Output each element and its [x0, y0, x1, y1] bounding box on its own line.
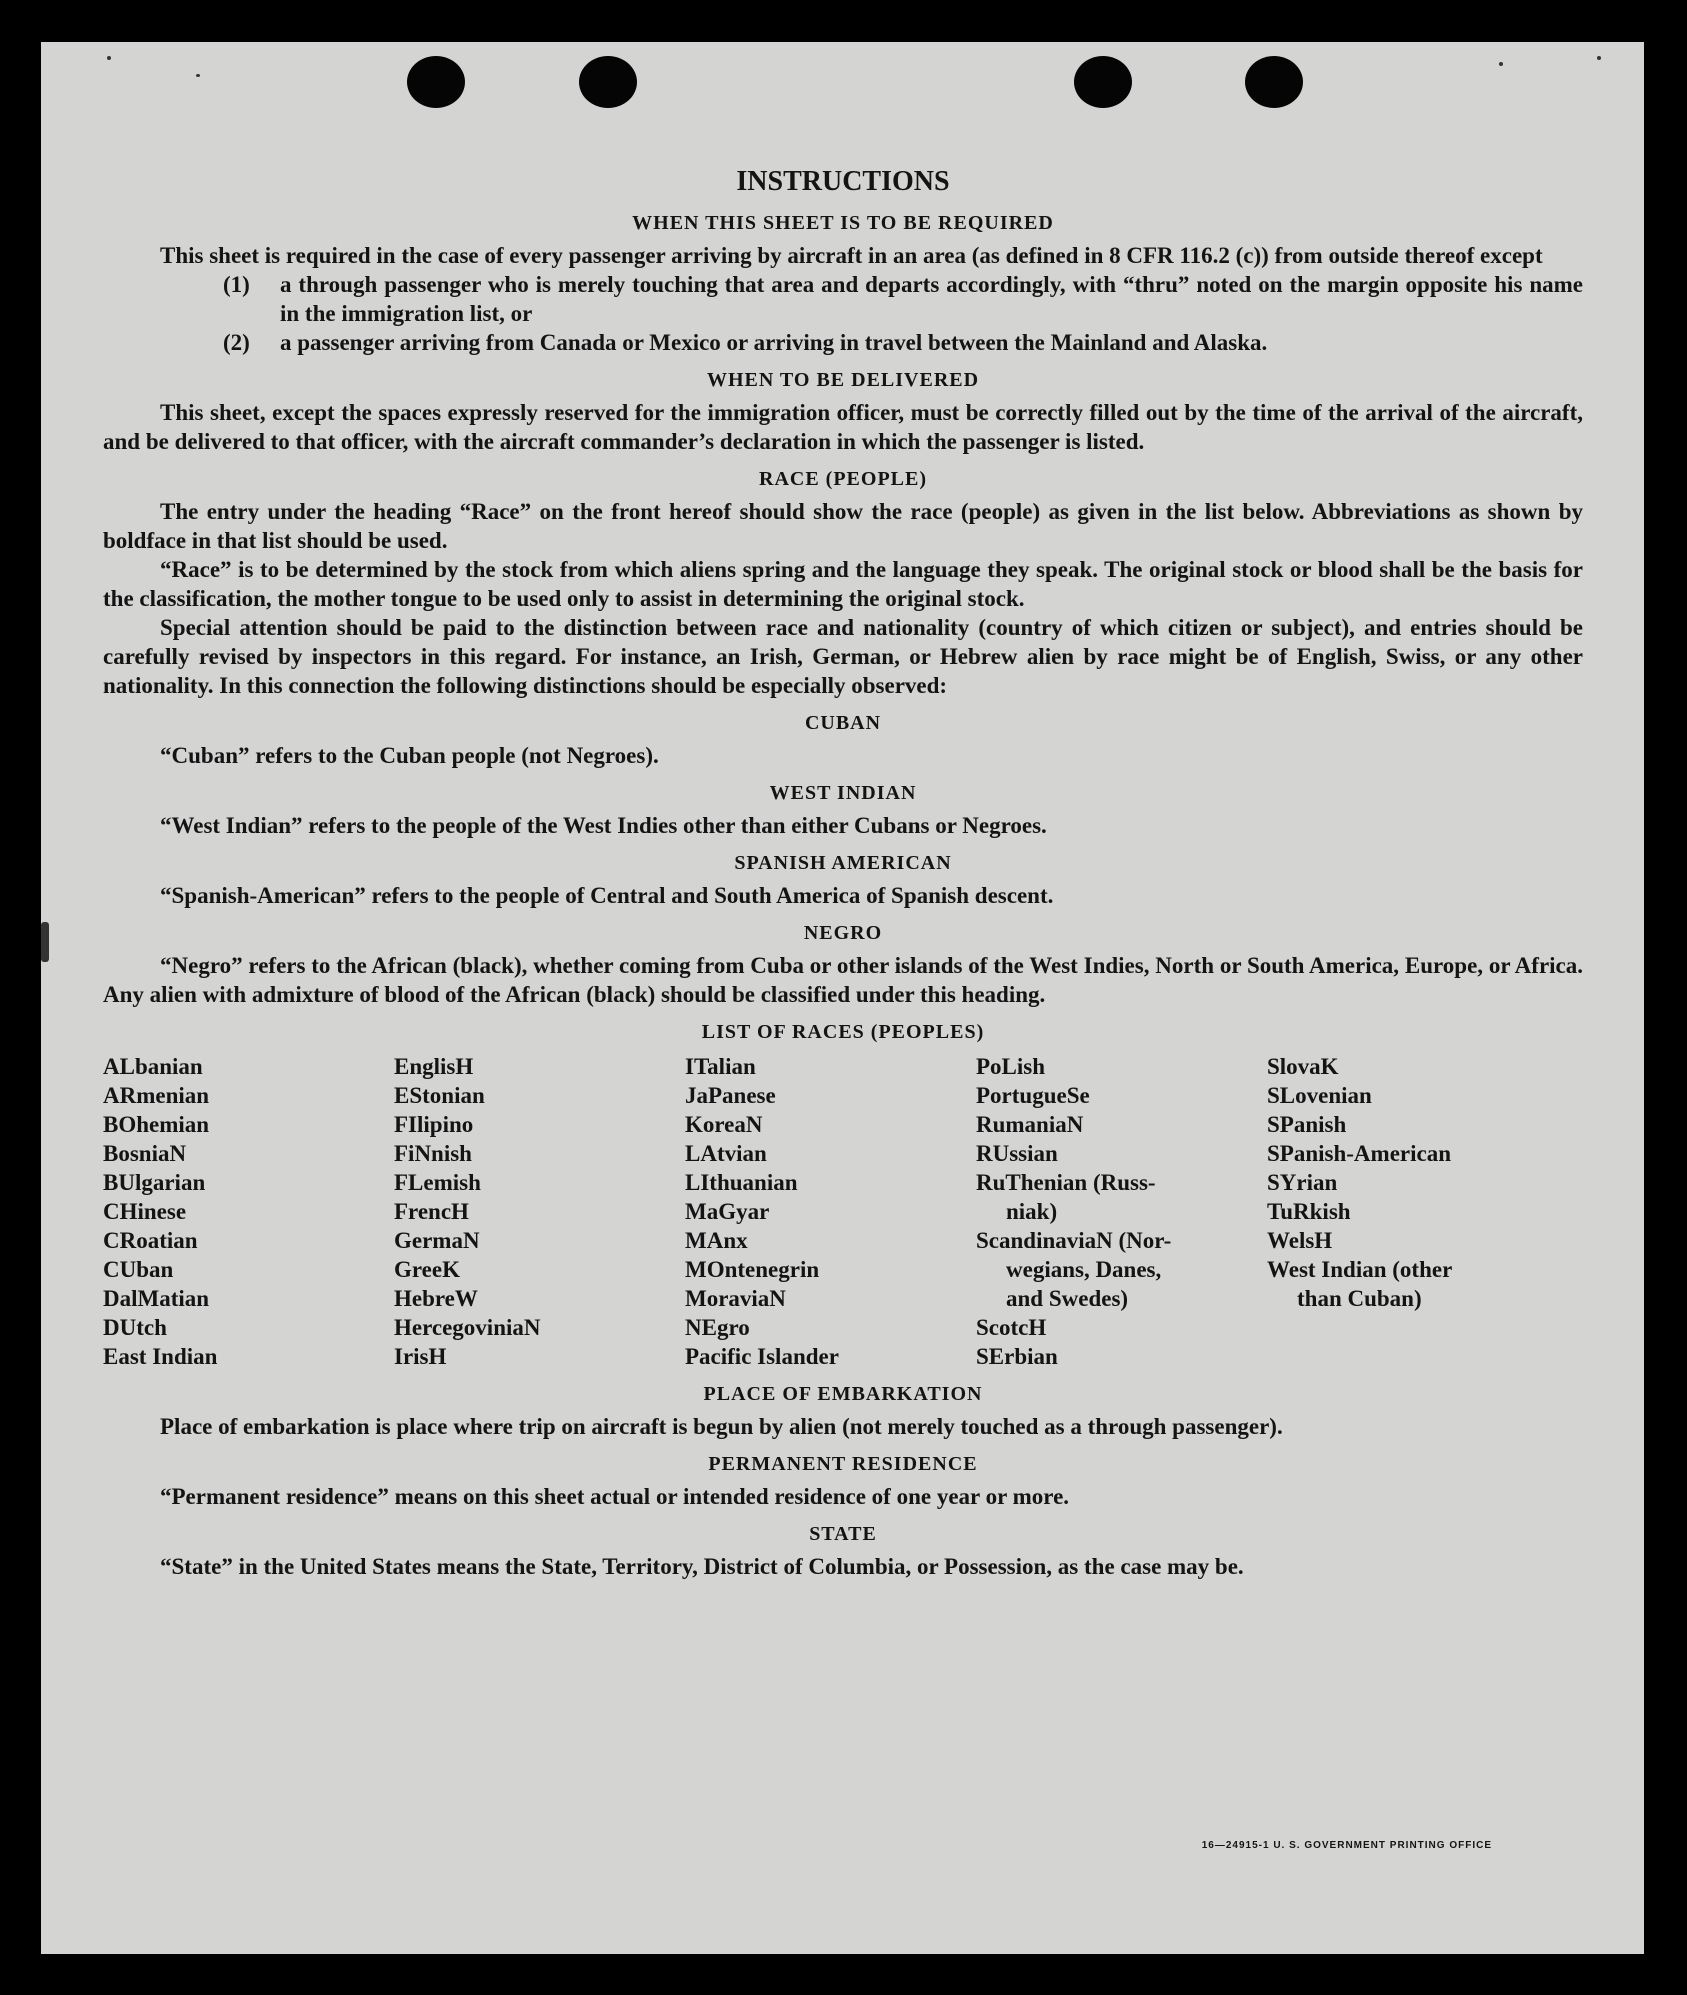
- document-sheet: [41, 42, 1644, 1954]
- race-paragraph: The entry under the heading “Race” on the front hereof should show the race (people) as given in the list below. Abbreviations as shown by boldface in that list should be used.: [103, 499, 1583, 553]
- race-entry: SlovaK: [1267, 1054, 1339, 1079]
- race-entry: CHinese: [103, 1199, 187, 1224]
- race-entry: MAnx: [685, 1228, 748, 1253]
- heading-delivered: WHEN TO BE DELIVERED: [706, 369, 980, 391]
- punch-hole: [1245, 56, 1303, 108]
- races-column: [976, 1052, 1267, 1371]
- west-indian-text: “West Indian” refers to the people of the West Indies other than either Cubans or Negroes.: [160, 813, 1047, 838]
- punch-hole: [579, 56, 637, 108]
- races-column: [685, 1052, 976, 1371]
- race-entry: SLovenian: [1267, 1083, 1372, 1108]
- race-entry: MOntenegrin: [685, 1257, 820, 1282]
- speck: [41, 922, 49, 962]
- required-intro: This sheet is required in the case of every passenger arriving by aircraft in an area (as defined in 8 CFR 116.2 (c)) from outside thereof except: [160, 243, 1543, 268]
- race-entry: BosniaN: [103, 1141, 187, 1166]
- race-entry: ScandinaviaN (Nor-: [976, 1228, 1172, 1253]
- race-entry: TuRkish: [1267, 1199, 1351, 1224]
- race-entry: KoreaN: [685, 1112, 763, 1137]
- race-entry: EnglisH: [394, 1054, 474, 1079]
- race-entry-continued: niak): [1006, 1199, 1058, 1224]
- item-number: (2): [223, 330, 250, 355]
- heading-negro: NEGRO: [803, 922, 883, 944]
- printing-office-code: 16—24915-1 U. S. GOVERNMENT PRINTING OFFICE: [1201, 1840, 1492, 1851]
- speck: [196, 74, 200, 77]
- race-entry: Pacific Islander: [685, 1344, 839, 1369]
- race-entry: WelsH: [1267, 1228, 1333, 1253]
- negro-text: “Negro” refers to the African (black), whether coming from Cuba or other islands of the West Indies, North or South America, Europe, or Africa. Any alien with admixture of blood of the African (black) should be classified under this heading.: [103, 953, 1583, 1007]
- race-entry: FrencH: [394, 1199, 469, 1224]
- race-entry-continued: wegians, Danes,: [1006, 1257, 1162, 1282]
- race-entry: SYrian: [1267, 1170, 1338, 1195]
- race-entry: MaGyar: [685, 1199, 770, 1224]
- heading-races-list: LIST OF RACES (PEOPLES): [701, 1021, 985, 1043]
- race-entry: FLemish: [394, 1170, 481, 1195]
- race-entry: HebreW: [394, 1286, 478, 1311]
- race-entry: GreeK: [394, 1257, 460, 1282]
- list-item: [103, 328, 1583, 357]
- cuban-text: “Cuban” refers to the Cuban people (not Negroes).: [160, 743, 659, 768]
- list-item: [103, 270, 1583, 328]
- heading-west-indian: WEST INDIAN: [769, 782, 917, 804]
- page-title: INSTRUCTIONS: [736, 166, 950, 197]
- race-entry: PortugueSe: [976, 1083, 1090, 1108]
- race-entry-continued: and Swedes): [1006, 1286, 1129, 1311]
- race-entry: SErbian: [976, 1344, 1058, 1369]
- punch-hole: [1074, 56, 1132, 108]
- race-entry: IrisH: [394, 1344, 447, 1369]
- race-entry: JaPanese: [685, 1083, 776, 1108]
- speck: [1499, 62, 1503, 66]
- race-entry: SPanish: [1267, 1112, 1347, 1137]
- heading-state: STATE: [809, 1523, 877, 1545]
- race-entry: RuThenian (Russ-: [976, 1170, 1156, 1195]
- race-entry: MoraviaN: [685, 1286, 786, 1311]
- state-text: “State” in the United States means the State, Territory, District of Columbia, or Possession, as the case may be.: [160, 1554, 1244, 1579]
- race-entry: RUssian: [976, 1141, 1058, 1166]
- race-entry: ALbanian: [103, 1054, 203, 1079]
- race-entry: BOhemian: [103, 1112, 210, 1137]
- race-paragraph: “Race” is to be determined by the stock from which aliens spring and the language they speak. The original stock or blood shall be the basis for the classification, the mother tongue to be used only to assist in determining the original stock.: [103, 557, 1583, 611]
- race-entry: ITalian: [685, 1054, 756, 1079]
- races-column: [394, 1052, 685, 1371]
- item-number: (1): [223, 272, 250, 297]
- races-column: [103, 1052, 394, 1371]
- race-entry: LAtvian: [685, 1141, 767, 1166]
- item-text: a through passenger who is merely touching that area and departs accordingly, with “thru” noted on the margin opposite his name in the immigration list, or: [280, 272, 1583, 326]
- race-entry: FiNnish: [394, 1141, 472, 1166]
- race-entry: FIlipino: [394, 1112, 474, 1137]
- race-entry: PoLish: [976, 1054, 1046, 1079]
- speck: [107, 56, 111, 60]
- heading-embarkation: PLACE OF EMBARKATION: [703, 1383, 983, 1405]
- residence-text: “Permanent residence” means on this sheet actual or intended residence of one year or more.: [160, 1484, 1070, 1509]
- item-text: a passenger arriving from Canada or Mexico or arriving in travel between the Mainland and Alaska.: [280, 330, 1268, 355]
- heading-required: WHEN THIS SHEET IS TO BE REQUIRED: [632, 212, 1054, 234]
- heading-cuban: CUBAN: [804, 712, 882, 734]
- punch-hole: [407, 56, 465, 108]
- race-entry: EStonian: [394, 1083, 485, 1108]
- race-entry: ScotcH: [976, 1315, 1047, 1340]
- speck: [1597, 56, 1601, 60]
- spanish-american-text: “Spanish-American” refers to the people of Central and South America of Spanish descent.: [160, 883, 1054, 908]
- race-entry: LIthuanian: [685, 1170, 798, 1195]
- race-entry: HercegoviniaN: [394, 1315, 541, 1340]
- race-entry: CRoatian: [103, 1228, 198, 1253]
- heading-race: RACE (PEOPLE): [759, 468, 927, 490]
- race-entry: ARmenian: [103, 1083, 210, 1108]
- delivered-text: This sheet, except the spaces expressly reserved for the immigration officer, must be correctly filled out by the time of the arrival of the aircraft, and be delivered to that officer, with the aircraft commander’s declaration in which the passenger is listed.: [103, 400, 1583, 454]
- race-entry: BUlgarian: [103, 1170, 206, 1195]
- race-entry: SPanish-American: [1267, 1141, 1451, 1166]
- race-entry: RumaniaN: [976, 1112, 1084, 1137]
- race-paragraph: Special attention should be paid to the distinction between race and nationality (country of which citizen or subject), and entries should be carefully revised by inspectors in this regard. For instance, an Irish, German, or Hebrew alien by race might be of English, Swiss, or any other nationality. In this connection the following distinctions should be especially observed:: [103, 615, 1583, 698]
- race-entry: CUban: [103, 1257, 174, 1282]
- embarkation-text: Place of embarkation is place where trip on aircraft is begun by alien (not merely touched as a through passenger).: [160, 1414, 1283, 1439]
- race-entry: East Indian: [103, 1344, 218, 1369]
- instructions-content: [103, 166, 1583, 1581]
- heading-residence: PERMANENT RESIDENCE: [708, 1453, 978, 1475]
- races-column: [1267, 1052, 1558, 1371]
- race-entry: West Indian (other: [1267, 1257, 1453, 1282]
- races-list: [103, 1052, 1583, 1371]
- race-entry: DalMatian: [103, 1286, 210, 1311]
- heading-spanish-american: SPANISH AMERICAN: [734, 852, 952, 874]
- race-entry: NEgro: [685, 1315, 750, 1340]
- race-entry-continued: than Cuban): [1297, 1286, 1422, 1311]
- race-entry: GermaN: [394, 1228, 480, 1253]
- race-entry: DUtch: [103, 1315, 167, 1340]
